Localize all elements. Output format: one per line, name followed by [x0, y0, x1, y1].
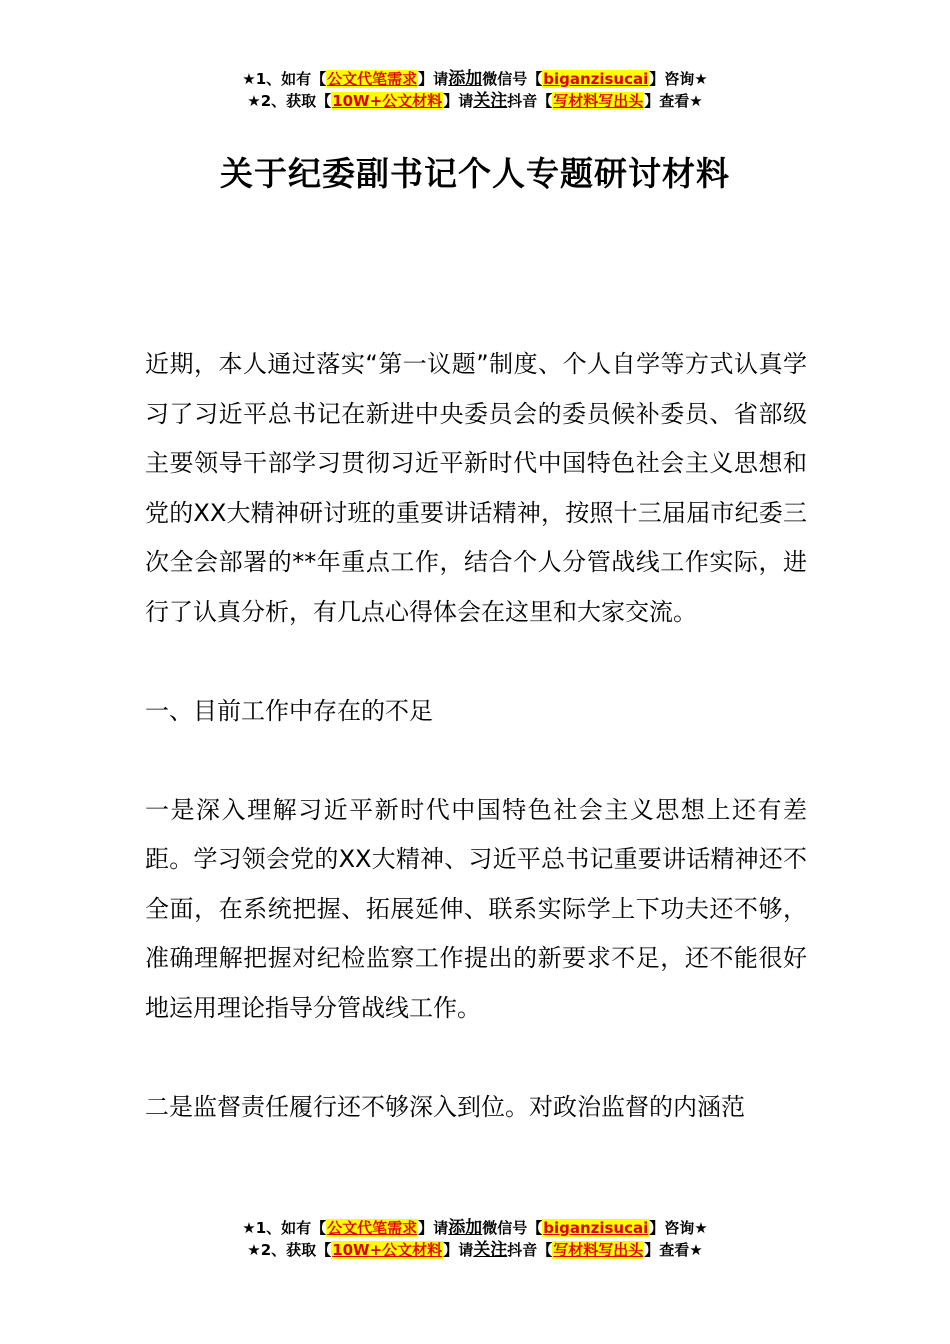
document-body	[145, 340, 807, 1132]
banner-highlight-wechat: biganzisucai	[543, 1219, 649, 1237]
banner-highlight-wechat: biganzisucai	[543, 70, 649, 88]
paragraph-point-1: 一是深入理解习近平新时代中国特色社会主义思想上还有差距。学习领会党的XX大精神、习近平总书记重要讲话精神还不全面，在系统把握、拓展延伸、联系实际学上下功夫还不够，准确理解把握对纪检监察工作提出的新要求不足，还不能很好地运用理论指导分管战线工作。	[145, 795, 807, 1022]
banner-line-2: ★2、获取【10W+公文材料】请关注抖音【写材料写出头】查看★	[247, 91, 703, 111]
banner-highlight-douyin: 写材料写出头	[553, 92, 644, 110]
banner-highlight-service: 公文代笔需求	[327, 1219, 418, 1237]
header-banner	[0, 68, 950, 112]
banner-line-1: ★1、如有【公文代笔需求】请添加微信号【biganzisucai】咨询★	[242, 1218, 708, 1238]
banner-highlight-service: 公文代笔需求	[327, 70, 418, 88]
footer-banner	[0, 1217, 950, 1261]
banner-line-2: ★2、获取【10W+公文材料】请关注抖音【写材料写出头】查看★	[247, 1240, 703, 1260]
banner-highlight-materials: 10W+公文材料	[332, 1241, 443, 1259]
banner-line-1: ★1、如有【公文代笔需求】请添加微信号【biganzisucai】咨询★	[242, 69, 708, 89]
banner-highlight-materials: 10W+公文材料	[332, 92, 443, 110]
paragraph-intro: 近期，本人通过落实“第一议题”制度、个人自学等方式认真学习了习近平总书记在新进中央委员会的委员候补委员、省部级主要领导干部学习贯彻习近平新时代中国特色社会主义思想和党的XX大精神研讨班的重要讲话精神，按照十三届届市纪委三次全会部署的**年重点工作，结合个人分管战线工作实际，进行了认真分析，有几点心得体会在这里和大家交流。	[145, 350, 807, 626]
document-title: 关于纪委副书记个人专题研讨材料	[220, 154, 730, 193]
section-heading: 一、目前工作中存在的不足	[145, 696, 433, 725]
paragraph-point-2: 二是监督责任履行还不够深入到位。对政治监督的内涵范	[145, 1092, 745, 1121]
banner-highlight-douyin: 写材料写出头	[553, 1241, 644, 1259]
